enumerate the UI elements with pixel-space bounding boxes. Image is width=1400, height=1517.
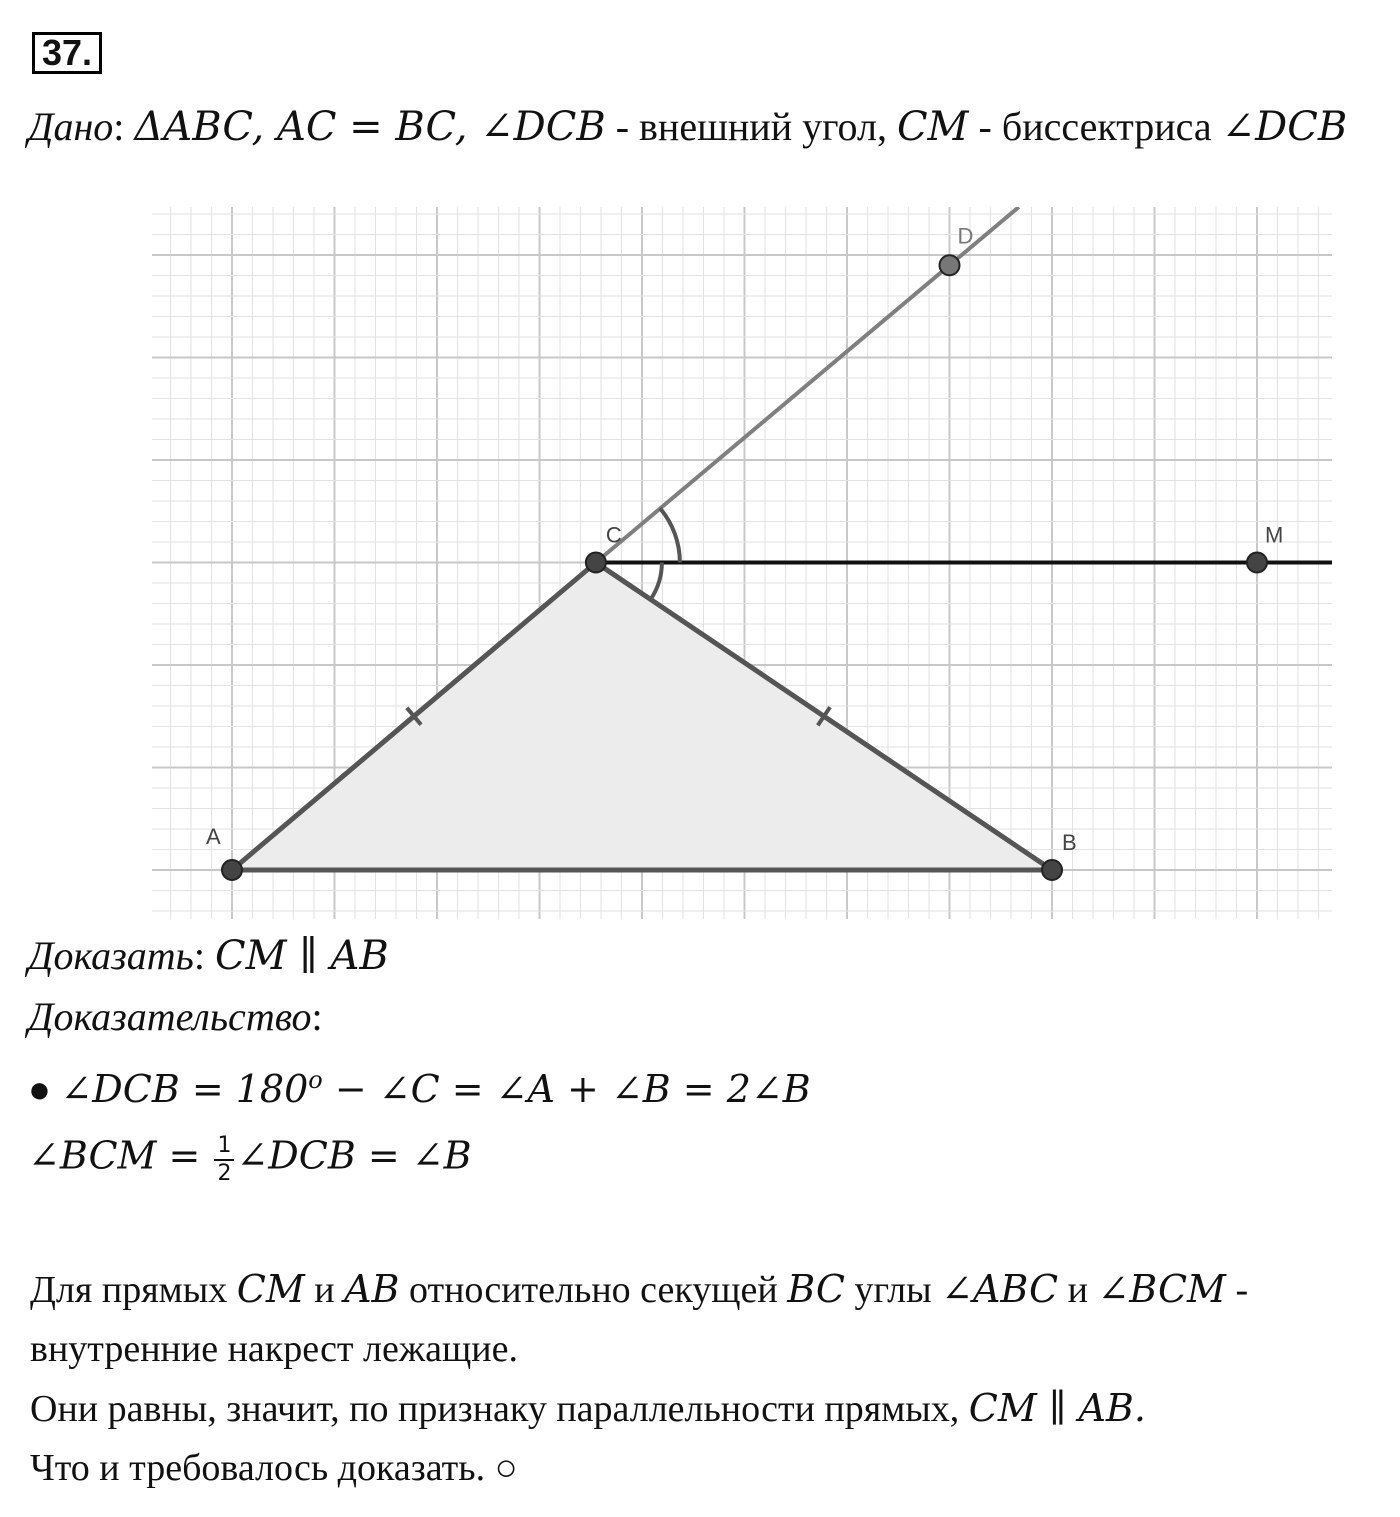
proof-line-4: Что и требовалось доказать. ○	[30, 1447, 518, 1489]
fraction-one-half	[214, 1133, 234, 1187]
problem-number: 37.	[32, 32, 102, 74]
given-text-1: - внешний угол,	[605, 104, 897, 149]
point-label-b: B	[1062, 830, 1077, 855]
text: Для прямых	[30, 1269, 237, 1311]
prove-colon: :	[193, 933, 215, 978]
proof-heading	[28, 993, 323, 1040]
prove-label: Доказать	[28, 933, 194, 978]
given-math-2: CM	[896, 104, 969, 150]
text: углы	[844, 1269, 942, 1311]
text: Они равны, значит, по признаку параллельности прямых,	[30, 1388, 969, 1430]
proof-paragraph	[30, 1260, 1360, 1498]
prove-math: CM ∥ AB	[214, 933, 389, 979]
degree-sup: o	[308, 1066, 323, 1094]
point-b	[1042, 860, 1062, 880]
text: и	[304, 1269, 345, 1311]
formula-1	[28, 1066, 811, 1112]
math: CM	[236, 1267, 305, 1311]
point-label-d: D	[957, 223, 974, 249]
proof-line-1	[30, 1260, 1360, 1320]
geometry-figure	[152, 207, 1332, 919]
given-text-2: - биссектриса	[968, 104, 1222, 149]
proof-colon: :	[311, 994, 323, 1039]
given-label: Дано	[28, 104, 114, 149]
formula-1-a: ∠DCB = 180	[60, 1067, 309, 1111]
text: относительно секущей	[399, 1269, 788, 1311]
math: CM ∥ AB.	[968, 1386, 1146, 1430]
fraction-numerator: 1	[214, 1133, 234, 1161]
point-label-m: M	[1265, 522, 1284, 548]
given-math-1: ΔABC, AC = BC, ∠DCB	[134, 104, 606, 150]
given-colon: :	[113, 104, 135, 149]
point-a	[222, 860, 242, 880]
math: BC	[787, 1267, 845, 1311]
given-line	[28, 103, 1347, 150]
formula-2-a: ∠BCM =	[28, 1133, 213, 1178]
angle-arc-mcb	[651, 563, 662, 600]
angle-arc-dcm	[660, 508, 680, 562]
point-c	[586, 553, 606, 573]
point-m	[1247, 553, 1267, 573]
point-d	[940, 255, 960, 275]
prove-line	[28, 932, 389, 979]
math: ∠BCM	[1097, 1267, 1226, 1311]
proof-label: Доказательство	[28, 994, 312, 1039]
point-label-c: C	[605, 522, 622, 548]
point-label-a: A	[206, 824, 221, 849]
math: ∠ABC	[941, 1267, 1059, 1311]
math: AB	[344, 1267, 400, 1311]
proof-line-3	[30, 1379, 1360, 1439]
given-math-3: ∠DCB	[1221, 104, 1348, 150]
fraction-denominator: 2	[217, 1161, 232, 1186]
text: -	[1225, 1269, 1249, 1311]
text: и	[1058, 1269, 1098, 1311]
formula-2-b: ∠DCB = ∠B	[236, 1133, 472, 1178]
formula-2	[28, 1133, 472, 1187]
bullet: ●	[28, 1069, 61, 1111]
shapes	[232, 207, 1332, 870]
formula-1-b: − ∠C = ∠A + ∠B = 2∠B	[322, 1067, 811, 1111]
proof-line-2: внутренние накрест лежащие.	[30, 1328, 518, 1370]
